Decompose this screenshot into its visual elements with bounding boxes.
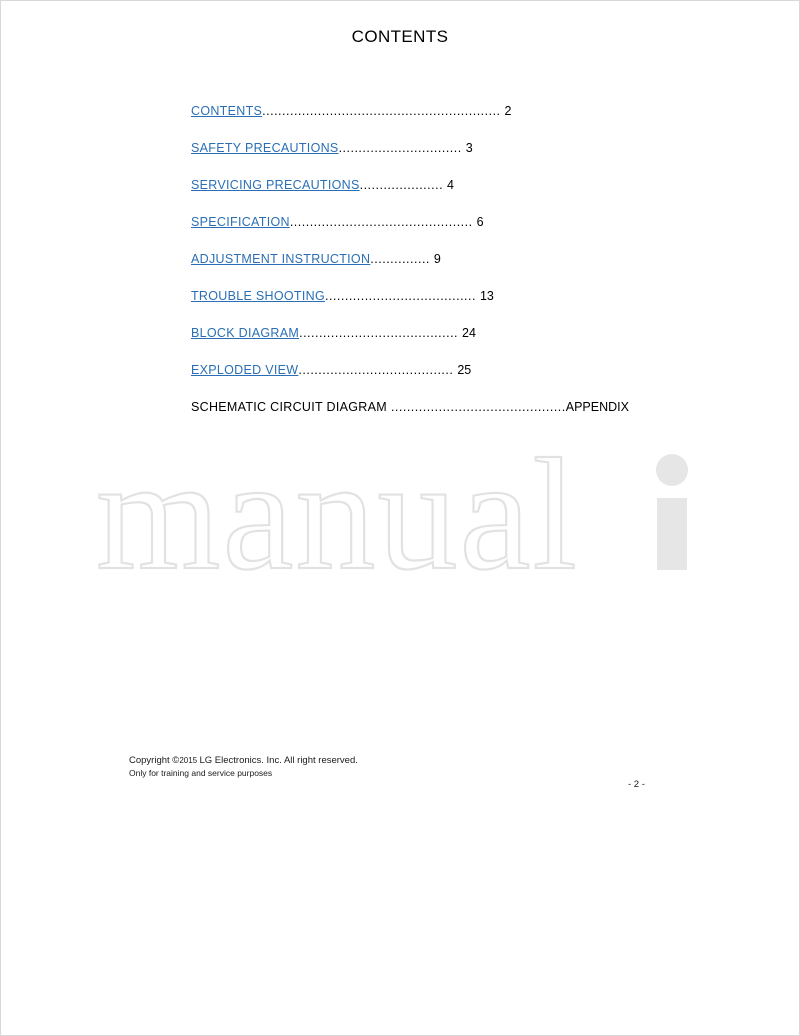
page-border-top	[0, 0, 800, 1]
copyright-suffix: LG Electronics. Inc. All right reserved.	[199, 755, 358, 766]
toc-entry-dots: .......................................	[298, 363, 454, 377]
copyright-notice	[129, 754, 358, 779]
toc-entry-page: 25	[457, 363, 472, 377]
toc-entry-dots: ..............................................	[289, 215, 473, 229]
toc-entry-label[interactable]: TROUBLE SHOOTING	[191, 289, 325, 303]
toc-entry-safety-precautions[interactable]	[191, 141, 651, 178]
toc-entry-label[interactable]: ADJUSTMENT INSTRUCTION	[191, 252, 371, 266]
toc-entry-label[interactable]: BLOCK DIAGRAM	[191, 326, 300, 340]
toc-entry-dots: ......................................	[324, 289, 476, 303]
toc-entry-page: APPENDIX	[565, 400, 629, 414]
toc-entry-label: SCHEMATIC CIRCUIT DIAGRAM	[191, 400, 387, 414]
toc-entry-label[interactable]: CONTENTS	[191, 104, 263, 118]
toc-entry-dots: ............................................	[390, 400, 566, 414]
page-border-left	[0, 0, 1, 1036]
page-number: - 2 -	[628, 779, 645, 790]
toc-entry-trouble-shooting[interactable]	[191, 289, 651, 326]
copyright-line-2: Only for training and service purposes	[129, 768, 273, 778]
toc-entry-page: 6	[476, 215, 484, 229]
copyright-prefix: Copyright ©	[129, 755, 180, 766]
toc-entry-dots: ...............	[370, 252, 430, 266]
toc-entry-page: 3	[465, 141, 473, 155]
toc-entry-exploded-view[interactable]	[191, 363, 651, 400]
toc-entry-dots: ...............................	[338, 141, 462, 155]
toc-entry-adjustment-instruction[interactable]	[191, 252, 651, 289]
toc-entry-page: 13	[479, 289, 494, 303]
toc-entry-label[interactable]: SAFETY PRECAUTIONS	[191, 141, 339, 155]
copyright-line-1	[129, 754, 358, 767]
toc-entry-label[interactable]: SPECIFICATION	[191, 215, 290, 229]
watermark-manuali	[96, 440, 696, 600]
toc-entry-dots: ............................................................	[262, 104, 501, 118]
toc-entry-page: 2	[504, 104, 512, 118]
toc-entry-dots: ........................................	[299, 326, 459, 340]
copyright-year: 2015	[179, 756, 198, 765]
page-title: CONTENTS	[351, 27, 449, 46]
toc-entry-servicing-precautions[interactable]	[191, 178, 651, 215]
toc-entry-block-diagram[interactable]	[191, 326, 651, 363]
toc-entry-schematic-circuit-diagram	[191, 400, 651, 437]
toc-entry-contents[interactable]	[191, 104, 651, 141]
toc-entry-specification[interactable]	[191, 215, 651, 252]
toc-entry-page: 24	[462, 326, 476, 340]
svg-text:manual: manual	[96, 440, 579, 600]
table-of-contents	[191, 104, 651, 437]
toc-entry-page: 4	[447, 178, 454, 192]
toc-entry-label[interactable]: SERVICING PRECAUTIONS	[191, 178, 360, 192]
toc-entry-label[interactable]: EXPLODED VIEW	[191, 363, 299, 377]
toc-entry-page: 9	[433, 252, 441, 266]
toc-entry-dots: .....................	[359, 178, 444, 192]
